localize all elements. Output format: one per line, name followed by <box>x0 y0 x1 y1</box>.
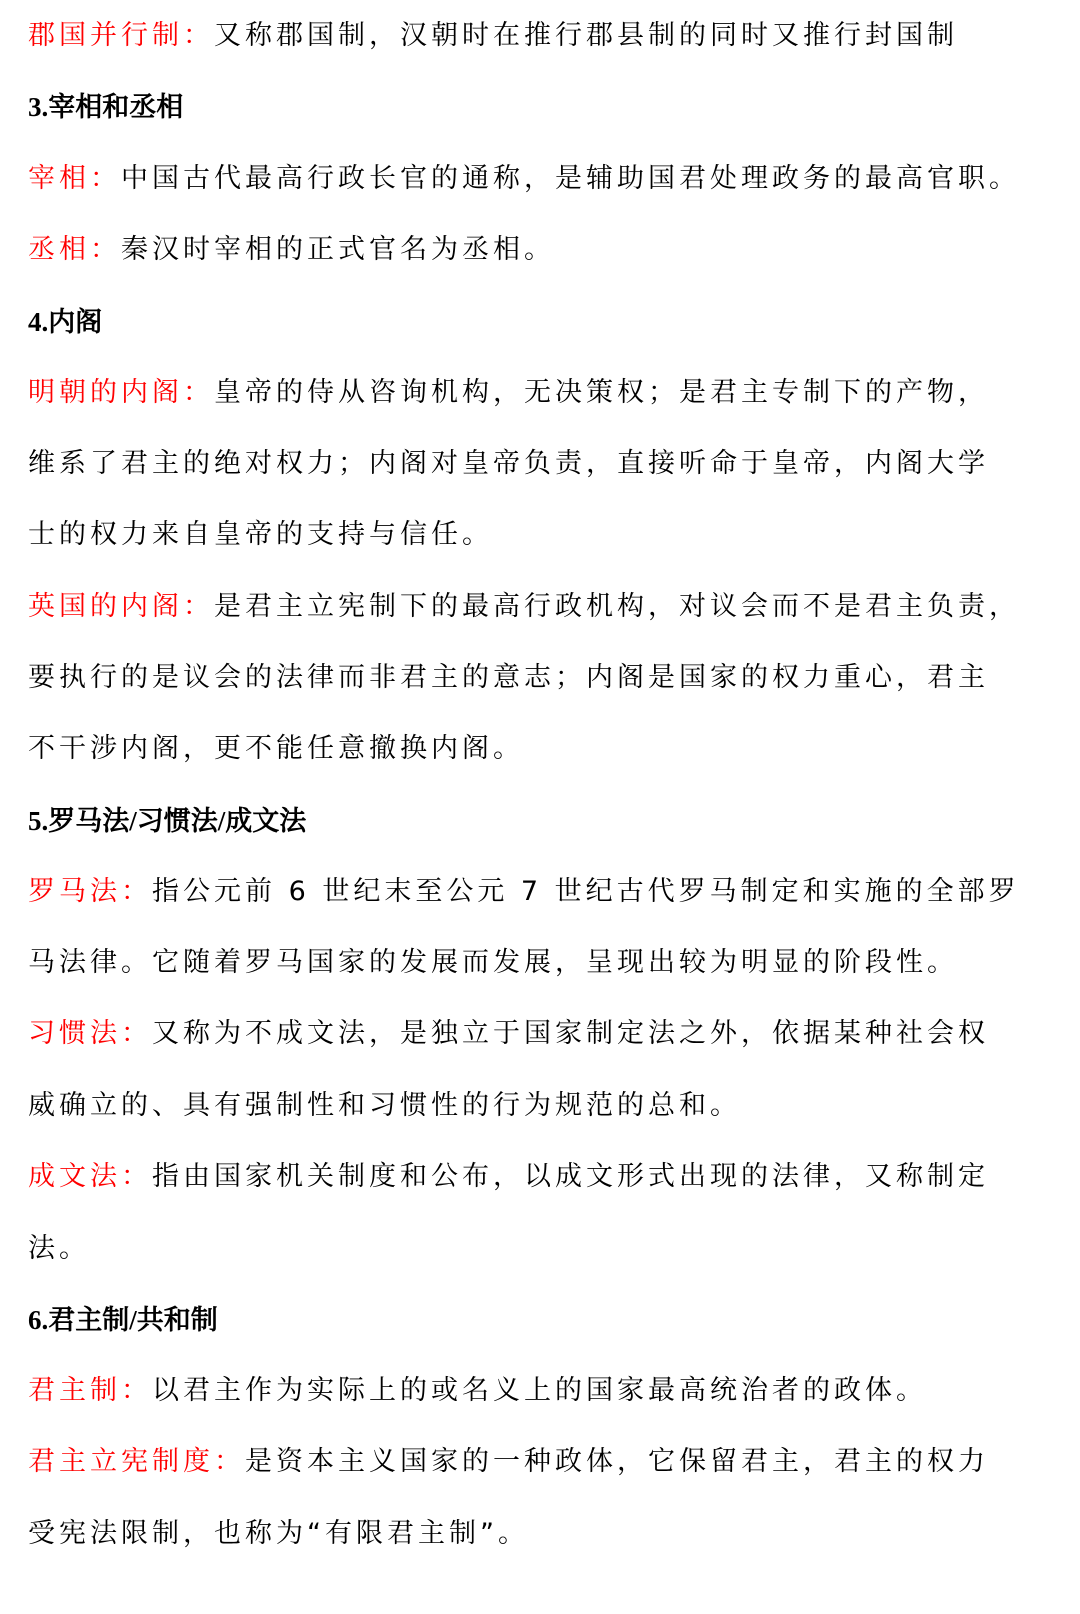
definition-text: 又称郡国制，汉朝时在推行郡县制的同时又推行封国制 <box>214 20 958 51</box>
term-label: 罗马法： <box>28 876 152 907</box>
definition-continuation: 马法律。它随着罗马国家的发展而发展，呈现出较为明显的阶段性。 <box>28 947 958 978</box>
term-label: 宰相： <box>28 163 121 194</box>
section-heading-4: 4.内阁 <box>28 307 103 337</box>
term-label: 成文法： <box>28 1161 152 1192</box>
definition-roman-law <box>28 874 1052 910</box>
definition-text: 指由国家机关制度和公布，以成文形式出现的法律，又称制定 <box>152 1161 989 1192</box>
definition-constitutional-monarchy <box>28 1444 1052 1480</box>
definition-continuation: 威确立的、具有强制性和习惯性的行为规范的总和。 <box>28 1090 741 1121</box>
definition-text: 又称为不成文法，是独立于国家制定法之外，依据某种社会权 <box>152 1018 989 1049</box>
definition-uk-cabinet <box>28 589 1052 625</box>
term-label: 郡国并行制： <box>28 20 214 51</box>
definition-chengxiang <box>28 232 1052 268</box>
definition-text: 是君主立宪制下的最高行政机构，对议会而不是君主负责， <box>214 591 1020 622</box>
definition-ming-cabinet <box>28 375 1052 411</box>
definition-continuation: 维系了君主的绝对权力；内阁对皇帝负责，直接听命于皇帝，内阁大学 <box>28 448 989 479</box>
definition-written-law <box>28 1159 1052 1195</box>
definition-continuation: 受宪法限制，也称为“有限君主制”。 <box>28 1518 529 1549</box>
term-label: 丞相： <box>28 234 121 265</box>
definition-text: 是资本主义国家的一种政体，它保留君主，君主的权力 <box>245 1446 989 1477</box>
section-heading-5: 5.罗马法/习惯法/成文法 <box>28 806 307 836</box>
definition-continuation: 法。 <box>28 1233 90 1264</box>
term-label: 明朝的内阁： <box>28 377 214 408</box>
term-label: 君主制： <box>28 1375 152 1406</box>
term-label: 君主立宪制度： <box>28 1446 245 1477</box>
definition-customary-law <box>28 1016 1052 1052</box>
definition-zaixiang <box>28 161 1052 197</box>
definition-text: 秦汉时宰相的正式官名为丞相。 <box>121 234 555 265</box>
definition-continuation: 要执行的是议会的法律而非君主的意志；内阁是国家的权力重心，君主 <box>28 662 989 693</box>
definition-continuation: 士的权力来自皇帝的支持与信任。 <box>28 519 493 550</box>
definition-monarchy <box>28 1373 1052 1409</box>
definition-jgbx <box>28 18 1052 54</box>
definition-text: 以君主作为实际上的或名义上的国家最高统治者的政体。 <box>152 1375 927 1406</box>
section-heading-3: 3.宰相和丞相 <box>28 92 184 122</box>
definition-continuation: 不干涉内阁，更不能任意撤换内阁。 <box>28 733 524 764</box>
term-label: 习惯法： <box>28 1018 152 1049</box>
definition-text: 指公元前 6 世纪末至公元 7 世纪古代罗马制定和实施的全部罗 <box>152 876 1020 907</box>
term-label: 英国的内阁： <box>28 591 214 622</box>
definition-text: 皇帝的侍从咨询机构，无决策权；是君主专制下的产物， <box>214 377 989 408</box>
definition-text: 中国古代最高行政长官的通称，是辅助国君处理政务的最高官职。 <box>121 163 1020 194</box>
section-heading-6: 6.君主制/共和制 <box>28 1305 218 1335</box>
